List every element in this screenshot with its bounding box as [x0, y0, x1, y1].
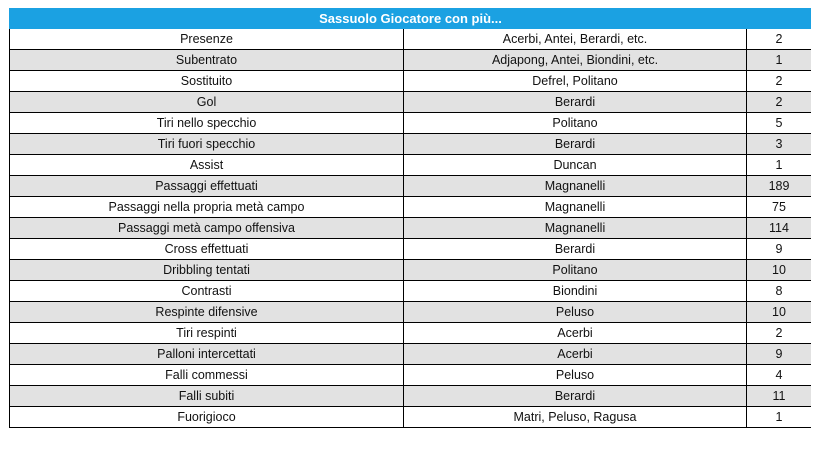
stat-cell: Respinte difensive: [10, 302, 404, 323]
table-row: [10, 176, 812, 197]
stat-cell: Cross effettuati: [10, 239, 404, 260]
value-cell: 3: [747, 134, 812, 155]
table-row: [10, 365, 812, 386]
players-cell: Berardi: [404, 92, 747, 113]
players-cell: Acerbi, Antei, Berardi, etc.: [404, 29, 747, 50]
stat-cell: Presenze: [10, 29, 404, 50]
value-cell: 8: [747, 281, 812, 302]
table-row: [10, 302, 812, 323]
value-cell: 10: [747, 260, 812, 281]
table-row: [10, 92, 812, 113]
table-row: [10, 113, 812, 134]
table-row: [10, 155, 812, 176]
table-row: [10, 260, 812, 281]
value-cell: 75: [747, 197, 812, 218]
players-cell: Biondini: [404, 281, 747, 302]
table-title: Sassuolo Giocatore con più...: [10, 9, 812, 29]
table-row: [10, 50, 812, 71]
players-cell: Adjapong, Antei, Biondini, etc.: [404, 50, 747, 71]
stats-table-container: [9, 8, 811, 464]
players-cell: Magnanelli: [404, 197, 747, 218]
stat-cell: Contrasti: [10, 281, 404, 302]
players-cell: Acerbi: [404, 344, 747, 365]
value-cell: 2: [747, 71, 812, 92]
players-cell: Peluso: [404, 365, 747, 386]
stat-cell: Subentrato: [10, 50, 404, 71]
players-cell: Duncan: [404, 155, 747, 176]
table-row: [10, 407, 812, 428]
players-cell: Acerbi: [404, 323, 747, 344]
stat-cell: Falli commessi: [10, 365, 404, 386]
table-row: [10, 218, 812, 239]
stat-cell: Assist: [10, 155, 404, 176]
stat-cell: Sostituito: [10, 71, 404, 92]
stat-cell: Tiri fuori specchio: [10, 134, 404, 155]
value-cell: 189: [747, 176, 812, 197]
stat-cell: Palloni intercettati: [10, 344, 404, 365]
value-cell: 9: [747, 344, 812, 365]
table-row: [10, 134, 812, 155]
players-cell: Magnanelli: [404, 176, 747, 197]
players-cell: Berardi: [404, 386, 747, 407]
table-row: [10, 29, 812, 50]
value-cell: 2: [747, 29, 812, 50]
stat-cell: Fuorigioco: [10, 407, 404, 428]
stat-cell: Tiri respinti: [10, 323, 404, 344]
value-cell: 2: [747, 92, 812, 113]
stat-cell: Gol: [10, 92, 404, 113]
stat-cell: Dribbling tentati: [10, 260, 404, 281]
value-cell: 2: [747, 323, 812, 344]
value-cell: 11: [747, 386, 812, 407]
table-row: [10, 386, 812, 407]
players-cell: Berardi: [404, 239, 747, 260]
stat-cell: Tiri nello specchio: [10, 113, 404, 134]
players-cell: Berardi: [404, 134, 747, 155]
table-body: [10, 29, 812, 428]
value-cell: 4: [747, 365, 812, 386]
players-cell: Politano: [404, 113, 747, 134]
value-cell: 1: [747, 407, 812, 428]
value-cell: 5: [747, 113, 812, 134]
stat-cell: Passaggi metà campo offensiva: [10, 218, 404, 239]
table-row: [10, 239, 812, 260]
value-cell: 1: [747, 155, 812, 176]
players-cell: Magnanelli: [404, 218, 747, 239]
stat-cell: Falli subiti: [10, 386, 404, 407]
table-row: [10, 281, 812, 302]
players-cell: Defrel, Politano: [404, 71, 747, 92]
stat-cell: Passaggi nella propria metà campo: [10, 197, 404, 218]
value-cell: 1: [747, 50, 812, 71]
table-row: [10, 344, 812, 365]
table-header-row: [10, 9, 812, 29]
value-cell: 9: [747, 239, 812, 260]
table-row: [10, 197, 812, 218]
players-cell: Politano: [404, 260, 747, 281]
stats-table: [9, 8, 811, 428]
stat-cell: Passaggi effettuati: [10, 176, 404, 197]
value-cell: 10: [747, 302, 812, 323]
players-cell: Peluso: [404, 302, 747, 323]
value-cell: 114: [747, 218, 812, 239]
players-cell: Matri, Peluso, Ragusa: [404, 407, 747, 428]
table-row: [10, 323, 812, 344]
table-row: [10, 71, 812, 92]
